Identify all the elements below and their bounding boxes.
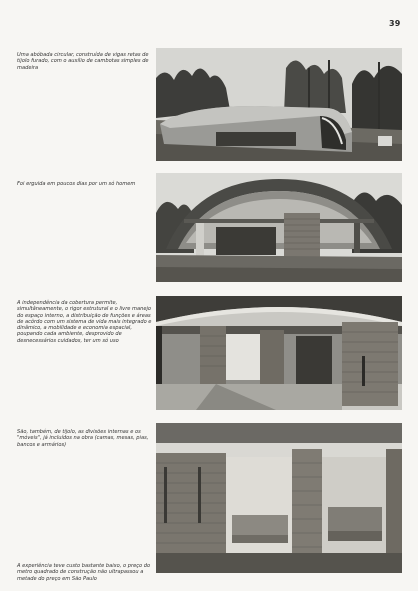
caption-brick-furniture: São, também, de tijolo, as divisões internas e os "móveis", já incluídos na obra (camas, mesas, pias, bancos e armários) [17,429,149,448]
caption-vault: Uma abóbada circular, construída de vigas retas de tijolo furado, com o auxílio de cambotas simples de madeira [17,52,149,71]
caption-low-cost: A experiência teve custo bastante baixo, o preço do metro quadrado de construção não ultrapassou a metade do preço em São Paulo [17,563,151,582]
page-number: 39 [389,19,401,28]
photo-brick-furniture [156,423,402,573]
caption-independence: A independência da cobertura permite, simultâneamente, o rigor estrutural e o livre manejo do espaço interno, a distribuição de funções e áreas de acôrdo com um sistema de vida mais integrado e dinâmico, a mobilidade e economia espacial, poupando cada ambiente, desprovido de desnecessários cuidados, ter um só uso [17,300,152,344]
photo-interior-structure [156,296,402,410]
photo-vault-exterior [156,48,402,161]
caption-built-one-man: Foi erguida em poucos dias por um só homem [17,181,136,187]
photo-vault-front [156,173,402,282]
